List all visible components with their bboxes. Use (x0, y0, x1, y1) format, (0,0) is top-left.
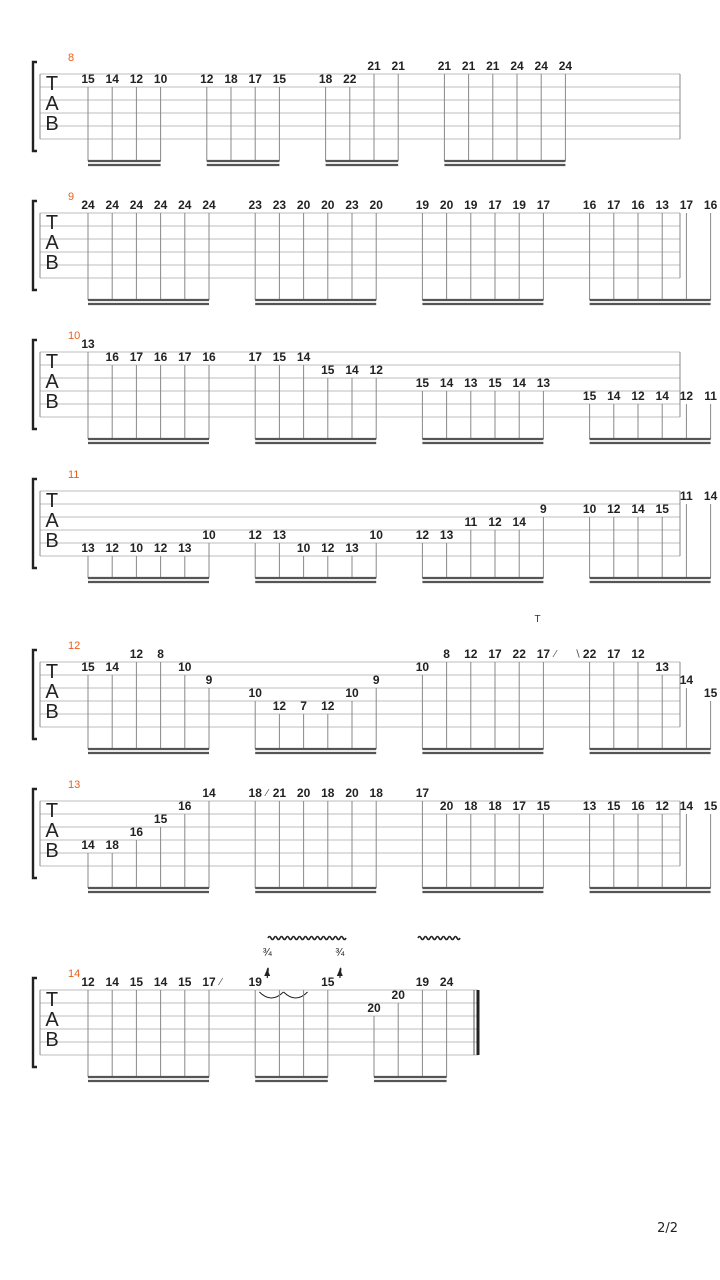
fret-number: 11 (464, 515, 478, 529)
fret-number: 12 (607, 502, 621, 516)
tab-system (33, 191, 718, 304)
tab-clef-letter: B (45, 1029, 59, 1051)
tab-system (33, 937, 478, 1082)
fret-number: 12 (488, 515, 502, 529)
fret-number: 17 (488, 198, 502, 212)
system-bracket (33, 62, 37, 151)
fret-number: 22 (512, 647, 526, 661)
fret-number: 16 (631, 799, 645, 813)
fret-number: 17 (607, 647, 621, 661)
fret-number: 14 (81, 838, 95, 852)
fret-number: 13 (81, 337, 95, 351)
fret-number: 10 (129, 541, 144, 555)
fret-number: 19 (415, 975, 430, 989)
fret-number: 10 (582, 502, 597, 516)
tab-system (33, 614, 718, 753)
fret-number: 12 (464, 647, 478, 661)
fret-number: 11 (680, 489, 693, 503)
fret-number: 14 (512, 376, 526, 390)
tab-clef-letter: A (45, 820, 59, 842)
fret-number: 13 (464, 376, 478, 390)
tab-clef-letter: A (45, 510, 59, 532)
bend-amount-label: ¾ (262, 947, 272, 959)
measure-number: 13 (68, 779, 81, 791)
tab-system (33, 779, 718, 892)
fret-number: 21 (461, 59, 476, 73)
fret-number: 20 (439, 198, 454, 212)
fret-number: 15 (415, 376, 430, 390)
system-bracket (33, 340, 37, 429)
fret-number: 22 (582, 647, 597, 661)
fret-number: 7 (300, 699, 307, 713)
fret-number: 10 (153, 72, 168, 86)
fret-number: 13 (272, 528, 287, 542)
fret-number: 21 (272, 786, 287, 800)
tap-mark: T (534, 614, 541, 625)
fret-number: 24 (558, 59, 573, 73)
fret-number: 14 (345, 363, 359, 377)
fret-number: 14 (105, 660, 119, 674)
fret-number: 14 (105, 975, 119, 989)
tab-clef-letter: B (45, 113, 59, 135)
fret-number: 13 (178, 541, 192, 555)
fret-number: 15 (703, 686, 718, 700)
fret-number: 10 (415, 660, 430, 674)
fret-number: 18 (464, 799, 478, 813)
fret-number: 15 (321, 975, 335, 989)
fret-number: 14 (679, 673, 694, 687)
system-bracket (33, 789, 37, 878)
fret-number: 20 (391, 988, 405, 1002)
fret-number: 12 (153, 541, 168, 555)
fret-number: 17 (536, 647, 551, 661)
fret-number: 17 (512, 799, 526, 813)
fret-number: 13 (345, 541, 359, 555)
fret-number: 15 (178, 975, 192, 989)
fret-number: 12 (129, 72, 144, 86)
fret-number: 12 (321, 699, 335, 713)
fret-number: 24 (439, 975, 454, 989)
fret-number: 16 (631, 198, 645, 212)
fret-number: 12 (369, 363, 383, 377)
tab-clef-letter: T (45, 800, 59, 822)
fret-number: 15 (272, 350, 287, 364)
slide-up-icon: ⁄ (266, 788, 269, 799)
fret-number: 21 (486, 59, 500, 73)
fret-number: 16 (153, 350, 168, 364)
fret-number: 10 (345, 686, 359, 700)
fret-number: 15 (272, 72, 287, 86)
fret-number: 20 (296, 786, 311, 800)
fret-number: 18 (321, 786, 335, 800)
fret-number: 13 (655, 660, 669, 674)
fret-number: 9 (205, 673, 213, 687)
fret-number: 24 (81, 198, 95, 212)
fret-number: 24 (202, 198, 216, 212)
fret-number: 12 (272, 699, 287, 713)
fret-number: 14 (105, 72, 119, 86)
tab-clef-letter: T (45, 351, 59, 373)
fret-number: 16 (582, 198, 597, 212)
fret-number: 22 (343, 72, 357, 86)
fret-number: 15 (607, 799, 621, 813)
fret-number: 19 (464, 198, 478, 212)
fret-number: 15 (81, 660, 95, 674)
fret-number: 15 (488, 376, 502, 390)
fret-number: 12 (415, 528, 430, 542)
fret-number: 19 (512, 198, 526, 212)
fret-number: 15 (655, 502, 669, 516)
fret-number: 10 (369, 528, 383, 542)
fret-number: 20 (367, 1001, 381, 1015)
fret-number: 17 (488, 647, 502, 661)
measure-number: 14 (68, 968, 81, 980)
fret-number: 16 (129, 825, 144, 839)
fret-number: 14 (607, 389, 621, 403)
fret-number: 16 (202, 350, 216, 364)
fret-number: 17 (607, 198, 621, 212)
tab-clef-letter: B (45, 701, 59, 723)
fret-number: 14 (631, 502, 645, 516)
tab-clef-letter: T (45, 212, 59, 234)
fret-number: 23 (248, 198, 262, 212)
fret-number: 10 (202, 528, 216, 542)
fret-number: 15 (536, 799, 551, 813)
fret-number: 14 (202, 786, 216, 800)
fret-number: 15 (81, 72, 95, 86)
fret-number: 24 (105, 198, 119, 212)
system-bracket (33, 978, 37, 1067)
fret-number: 20 (439, 799, 454, 813)
tab-system (33, 330, 717, 443)
fret-number: 18 (248, 786, 262, 800)
tab-clef-letter: A (45, 93, 59, 115)
tab-system (33, 469, 718, 582)
tab-clef-letter: T (45, 989, 59, 1011)
fret-number: 15 (582, 389, 597, 403)
fret-number: 12 (81, 975, 95, 989)
fret-number: 17 (536, 198, 551, 212)
fret-number: 21 (437, 59, 452, 73)
fret-number: 20 (321, 198, 335, 212)
measure-number: 12 (68, 640, 81, 652)
tab-clef-letter: B (45, 530, 59, 552)
tab-clef-letter: B (45, 252, 59, 274)
fret-number: 20 (369, 198, 383, 212)
fret-number: 8 (443, 647, 450, 661)
fret-number: 16 (105, 350, 119, 364)
fret-number: 18 (105, 838, 119, 852)
fret-number: 12 (321, 541, 335, 555)
tab-clef-letter: T (45, 490, 59, 512)
fret-number: 12 (631, 389, 645, 403)
fret-number: 18 (369, 786, 383, 800)
measure-number: 8 (68, 52, 75, 64)
fret-number: 20 (345, 786, 359, 800)
fret-number: 16 (178, 799, 192, 813)
measure-number: 10 (68, 330, 81, 342)
tab-clef-letter: B (45, 391, 59, 413)
fret-number: 10 (248, 686, 262, 700)
fret-number: 14 (703, 489, 718, 503)
measure-number: 11 (68, 469, 80, 481)
bend-arrowhead (337, 969, 343, 976)
fret-number: 20 (296, 198, 311, 212)
fret-number: 24 (153, 198, 168, 212)
fret-number: 17 (679, 198, 694, 212)
fret-number: 15 (321, 363, 335, 377)
fret-number: 13 (655, 198, 669, 212)
fret-number: 24 (178, 198, 192, 212)
fret-number: 12 (248, 528, 262, 542)
fret-number: 21 (367, 59, 381, 73)
fret-number: 13 (582, 799, 597, 813)
system-bracket (33, 201, 37, 290)
fret-number: 12 (200, 72, 214, 86)
fret-number: 17 (178, 350, 192, 364)
fret-number: 24 (534, 59, 548, 73)
slide-down-icon: ∖ (574, 649, 581, 660)
fret-number: 18 (318, 72, 333, 86)
vibrato-mark (268, 937, 346, 940)
fret-number: 19 (415, 198, 430, 212)
fret-number: 10 (296, 541, 311, 555)
tab-clef-letter: T (45, 73, 59, 95)
fret-number: 15 (703, 799, 718, 813)
fret-number: 23 (345, 198, 359, 212)
fret-number: 14 (512, 515, 526, 529)
fret-number: 12 (129, 647, 144, 661)
fret-number: 14 (296, 350, 311, 364)
tab-clef-letter: A (45, 371, 59, 393)
system-bracket (33, 479, 37, 568)
tab-clef-letter: A (45, 232, 59, 254)
fret-number: 12 (679, 389, 694, 403)
fret-number: 15 (153, 812, 168, 826)
page-number: 2/2 (657, 1221, 678, 1236)
measure-number: 9 (68, 191, 75, 203)
fret-number: 14 (679, 799, 694, 813)
fret-number: 19 (248, 975, 262, 989)
fret-number: 14 (439, 376, 454, 390)
fret-number: 13 (536, 376, 551, 390)
tab-clef-letter: A (45, 1009, 59, 1031)
fret-number: 14 (153, 975, 168, 989)
vibrato-mark (418, 937, 460, 940)
fret-number: 12 (105, 541, 119, 555)
fret-number: 12 (631, 647, 645, 661)
bend-amount-label: ¾ (335, 947, 345, 959)
fret-number: 17 (248, 350, 262, 364)
fret-number: 24 (510, 59, 524, 73)
fret-number: 17 (248, 72, 262, 86)
fret-number: 15 (129, 975, 144, 989)
fret-number: 14 (655, 389, 669, 403)
fret-number: 21 (391, 59, 405, 73)
fret-number: 9 (540, 502, 547, 516)
slide-up-icon: ⁄ (220, 977, 222, 988)
fret-number: 9 (372, 673, 380, 687)
tab-clef-letter: T (45, 661, 59, 683)
fret-number: 18 (488, 799, 502, 813)
fret-number: 10 (178, 660, 192, 674)
slide-up-icon: ⁄ (554, 649, 557, 660)
fret-number: 23 (272, 198, 287, 212)
fret-number: 17 (129, 350, 144, 364)
fret-number: 16 (703, 198, 718, 212)
tab-system (33, 52, 680, 165)
fret-number: 13 (439, 528, 454, 542)
tab-clef-letter: B (45, 840, 59, 862)
fret-number: 17 (202, 975, 216, 989)
fret-number: 8 (157, 647, 164, 661)
fret-number: 12 (655, 799, 669, 813)
bend-arrowhead (264, 969, 270, 976)
system-bracket (33, 650, 37, 739)
tab-clef-letter: A (45, 681, 59, 703)
fret-number: 11 (704, 389, 717, 403)
fret-number: 13 (81, 541, 95, 555)
fret-number: 17 (415, 786, 430, 800)
fret-number: 18 (224, 72, 238, 86)
fret-number: 24 (129, 198, 144, 212)
